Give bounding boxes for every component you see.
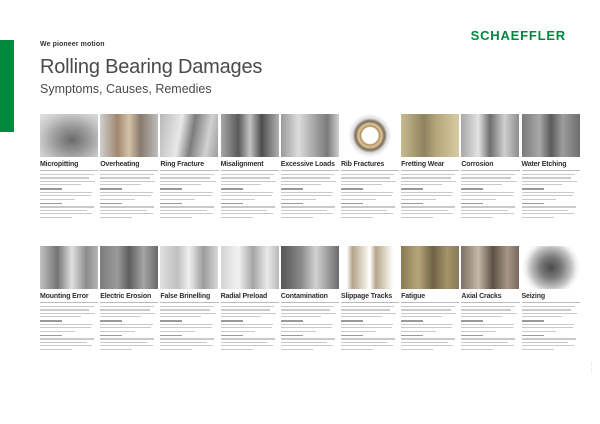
damage-card [281,246,339,352]
damage-label: Misalignment [221,161,279,171]
damage-label: Mounting Error [40,293,98,303]
water-etching-photo [522,114,580,157]
contamination-photo [281,246,339,289]
damage-card [401,246,459,352]
damage-card [401,114,459,220]
radial-preload-photo [221,246,279,289]
damage-description-text [221,306,279,350]
axial-cracks-photo [461,246,519,289]
damage-label: Electric Erosion [100,293,158,303]
fatigue-photo [401,246,459,289]
micropitting-photo [40,114,98,157]
damage-label: Corrosion [461,161,519,171]
damage-label: Slippage Tracks [341,293,399,303]
corrosion-photo [461,114,519,157]
document-code-mark: ·· ··· ···· [590,361,594,374]
damage-card [100,114,158,220]
damage-label: Fretting Wear [401,161,459,171]
damage-label: Contamination [281,293,339,303]
damage-card [221,246,279,352]
damage-description-text [100,174,158,218]
damage-label: Micropitting [40,161,98,171]
damage-description-text [341,174,399,218]
damage-label: Seizing [522,293,580,303]
damage-card [100,246,158,352]
damage-card [341,114,399,220]
damage-card [281,114,339,220]
damage-description-text [341,306,399,350]
damage-card [160,114,218,220]
damage-card [40,246,98,352]
excessive-loads-photo [281,114,339,157]
damage-description-text [100,306,158,350]
damage-description-text [461,306,519,350]
damage-card [160,246,218,352]
damage-row-2 [40,246,580,352]
damage-label: Overheating [100,161,158,171]
damage-description-text [160,174,218,218]
damage-card [461,114,519,220]
seizing-photo [522,246,580,289]
ring-fracture-photo [160,114,218,157]
fretting-wear-photo [401,114,459,157]
page-title: Rolling Bearing Damages [40,56,263,78]
slippage-tracks-photo [341,246,399,289]
mounting-error-photo [40,246,98,289]
damage-label: False Brinelling [160,293,218,303]
damage-description-text [281,174,339,218]
brand-accent-bar [0,40,14,132]
damage-label: Fatigue [401,293,459,303]
overheating-photo [100,114,158,157]
slogan: We pioneer motion [40,41,105,48]
damage-label: Ring Fracture [160,161,218,171]
damage-description-text [40,306,98,350]
damage-card [522,114,580,220]
damage-label: Radial Preload [221,293,279,303]
damage-card [40,114,98,220]
false-brinelling-photo [160,246,218,289]
damage-description-text [221,174,279,218]
damage-card [461,246,519,352]
damage-card [522,246,580,352]
electric-erosion-photo [100,246,158,289]
brand-logo: SCHAEFFLER [470,28,566,43]
damage-label: Excessive Loads [281,161,339,171]
damage-description-text [522,174,580,218]
damage-description-text [461,174,519,218]
damage-label: Axial Cracks [461,293,519,303]
damage-description-text [401,306,459,350]
page-subtitle: Symptoms, Causes, Remedies [40,82,212,96]
damage-label: Rib Fractures [341,161,399,171]
damage-label: Water Etching [522,161,580,171]
damage-description-text [401,174,459,218]
rib-fractures-photo [341,114,399,157]
damage-description-text [160,306,218,350]
damage-description-text [522,306,580,350]
damage-description-text [281,306,339,350]
damage-card [341,246,399,352]
misalignment-photo [221,114,279,157]
damage-row-1 [40,114,580,220]
damage-card [221,114,279,220]
damage-description-text [40,174,98,218]
